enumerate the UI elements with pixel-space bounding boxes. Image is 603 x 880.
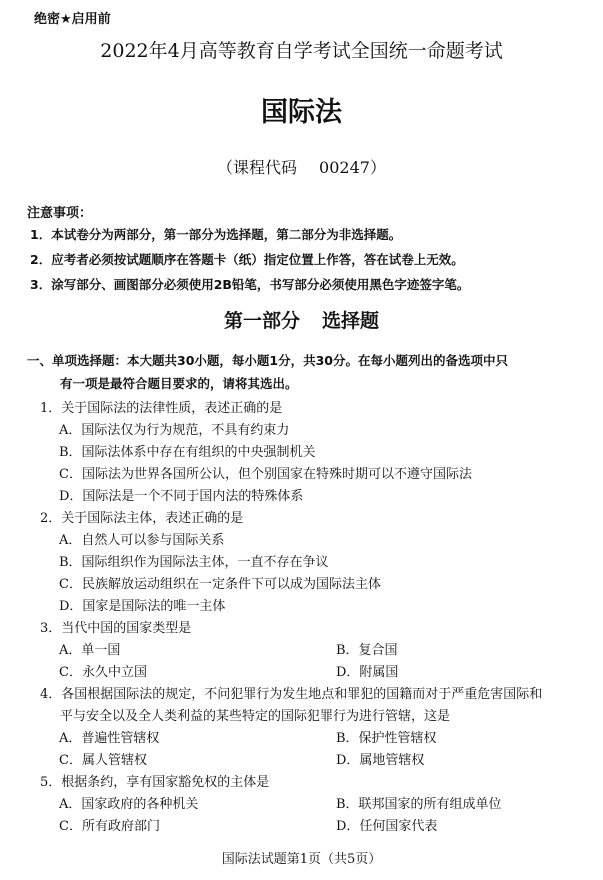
option-b: B．国际法体系中存在有组织的中央强制机关 [59, 445, 316, 460]
question-stem: 1．关于国际法的法律性质，表述正确的是 [40, 401, 283, 416]
option-b: B．保护性管辖权 [336, 731, 437, 746]
option-a: A．普遍性管辖权 [59, 731, 160, 746]
exam-title: 2022年4月高等教育自学考试全国统一命题考试 [100, 40, 503, 62]
option-d: D．属地管辖权 [336, 753, 425, 768]
option-d: D．任何国家代表 [336, 819, 438, 834]
option-b: B．联邦国家的所有组成单位 [336, 797, 502, 812]
course-code-label: （课程代码 [217, 158, 298, 177]
option-c: C．国际法为世界各国所公认，但个别国家在特殊时期可以不遵守国际法 [59, 467, 472, 482]
option-c: C．属人管辖权 [59, 753, 147, 768]
option-c: C．民族解放运动组织在一定条件下可以成为国际法主体 [59, 577, 381, 592]
question-stem: 5．根据条约，享有国家豁免权的主体是 [40, 775, 270, 790]
part-subtitle: 选择题 [322, 310, 380, 332]
course-code-number: 00247） [319, 158, 386, 177]
option-a: A．国家政府的各种机关 [59, 797, 199, 812]
option-a: A．自然人可以参与国际关系 [59, 533, 225, 548]
confidential-mark: 绝密★启用前 [34, 12, 111, 27]
question-stem-cont: 平与安全以及全人类利益的某些特定的国际犯罪行为进行管辖，这是 [60, 709, 451, 724]
option-d: D．国际法是一个不同于国内法的特殊体系 [59, 489, 304, 504]
question-stem: 2．关于国际法主体，表述正确的是 [40, 511, 244, 526]
part-title: 第一部分 [223, 310, 300, 332]
page-footer: 国际法试题第1页（共5页） [221, 852, 382, 867]
part-heading [0, 306, 603, 333]
notice-item: 2．应考者必须按试题顺序在答题卡（纸）指定位置上作答，答在试卷上无效。 [30, 252, 464, 267]
option-a: A．国际法仅为行为规范，不具有约束力 [59, 423, 290, 438]
option-a: A．单一国 [59, 643, 121, 658]
option-b: B．复合国 [336, 643, 398, 658]
notice-heading: 注意事项： [27, 206, 93, 221]
section-instruction: 一、单项选择题：本大题共30小题，每小题1分，共30分。在每小题列出的备选项中只 [27, 353, 508, 368]
option-c: C．所有政府部门 [59, 819, 160, 834]
option-d: D．国家是国际法的唯一主体 [59, 599, 226, 614]
option-d: D．附属国 [336, 665, 399, 680]
option-c: C．永久中立国 [59, 665, 147, 680]
option-b: B．国际组织作为国际法主体，一直不存在争议 [59, 555, 329, 570]
course-code [0, 155, 603, 178]
notice-item: 3．涂写部分、画图部分必须使用2B铅笔，书写部分必须使用黑色字迹签字笔。 [30, 277, 470, 292]
subject-title: 国际法 [261, 97, 342, 128]
question-stem: 4．各国根据国际法的规定，不问犯罪行为发生地点和罪犯的国籍而对于严重危害国际和 [40, 687, 543, 702]
section-instruction-cont: 有一项是最符合题目要求的，请将其选出。 [60, 376, 298, 391]
notice-item: 1．本试卷分为两部分，第一部分为选择题，第二部分为非选择题。 [30, 227, 402, 242]
question-stem: 3．当代中国的国家类型是 [40, 621, 192, 636]
